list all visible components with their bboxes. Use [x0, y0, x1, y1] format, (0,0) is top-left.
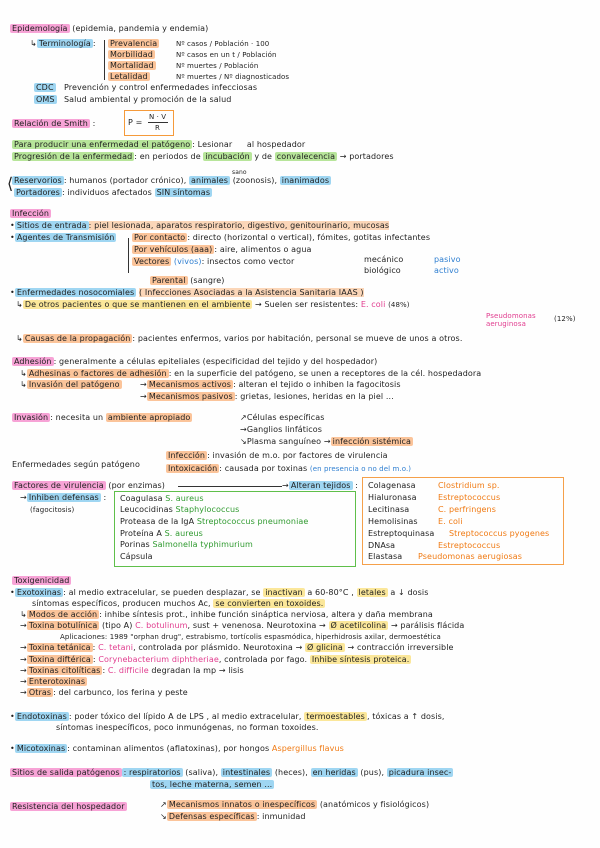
sitios-salida-more: tos, leche materna, semen ...	[152, 780, 273, 789]
adhesion-text: : generalmente a células epiteliales (especificidad del tejido y del hospedador)	[53, 357, 378, 366]
parental-label: Parental	[152, 276, 186, 285]
alteran-tejidos: Alteran tejidos	[290, 481, 351, 490]
section-title: Toxigenicidad	[14, 576, 70, 585]
sano-note: sano	[232, 169, 247, 176]
causas-label: Causas de la propagación	[24, 334, 131, 343]
enzyme-name: DNAsa	[368, 541, 396, 550]
adhesinas-label: Adhesinas o factores de adhesión	[28, 369, 167, 378]
botulinica-line: → Toxina botulínica (tipo A) C. botulinum, sust + venenosa. Neurotoxina → Ø acetilcolina → parálisis flácida	[20, 621, 465, 630]
convalecencia: convalecencia	[276, 152, 336, 161]
patogeno-line	[12, 140, 305, 150]
intoxicacion-label: Intoxicación	[168, 464, 218, 473]
progresion-line	[12, 152, 394, 162]
paralisis: → parálisis flácida	[390, 621, 465, 630]
toxigenicidad-heading	[12, 576, 71, 586]
infeccion-heading	[10, 209, 51, 219]
term-definition: Nº muertes / Población	[176, 62, 259, 70]
reservorios-humanos: : humanos	[63, 176, 107, 185]
formula-denominator: R	[155, 124, 160, 132]
enzyme-row	[368, 517, 418, 527]
organism: Pseudomonas aerugiosas	[418, 552, 523, 561]
enzyme-name: Colagenasa	[368, 481, 416, 490]
enzyme-name: Elastasa	[368, 552, 403, 561]
enzyme-name: Porinas	[120, 540, 150, 549]
enzyme-name: Lecitinasa	[368, 505, 410, 514]
incubacion: incubación	[205, 152, 250, 161]
activos-line: → Mecanismos activos : alteran el tejido o inhiben la fagocitosis	[140, 380, 401, 389]
respiratorios: : respiratorios	[123, 768, 181, 777]
segun-patogeno-label: Enfermedades según patógeno	[12, 460, 140, 469]
dosis: a ↓ dosis	[390, 588, 429, 597]
intox-def-line	[166, 464, 411, 474]
term-row	[108, 61, 259, 71]
reservorios-zoonosis: (zoonosis),	[232, 176, 278, 185]
organism: C. perfringens	[438, 505, 496, 514]
infeccion-sistemica: infección sistémica	[332, 437, 412, 446]
pus: (pus),	[360, 768, 385, 777]
smith-formula-box	[124, 110, 174, 136]
inhiben-defensas: Inhiben defensas	[28, 493, 99, 502]
adhesion-label: Adhesión	[14, 357, 52, 366]
enzyme-name: Coagulasa	[120, 494, 163, 503]
enzyme-name: Hemolisinas	[368, 517, 418, 526]
alteran-tejidos-box	[362, 477, 564, 565]
adhesinas-text: : en la superficie del patógeno, se unen a receptores de la cél. hospedadora	[168, 369, 482, 378]
enzyme-name: Hialuronasa	[368, 493, 417, 502]
virulencia-label: Factores de virulencia	[14, 481, 104, 490]
contacto-line	[132, 233, 430, 243]
epidemiologia-heading	[10, 24, 208, 34]
endotoxinas-text: : poder tóxico del lípido A de LPS , al medio extracelular,	[68, 712, 302, 721]
nosocomiales-line: • Enfermedades nosocomiales ( Infecciones Asociadas a la Asistencia Sanitaria IAAS )	[10, 288, 364, 297]
progresion-label: Progresión de la enfermedad	[14, 152, 133, 161]
alteran-line: → Alteran tejidos :	[282, 481, 358, 490]
formula-numerator: N · V	[149, 113, 167, 121]
endotoxinas-dosis: , tóxicas a ↑ dosis,	[366, 712, 445, 721]
temperatura: a 60-80°C ,	[307, 588, 354, 597]
letales: letales	[358, 588, 386, 597]
otras-text: : del carbunco, los ferina y peste	[53, 688, 188, 697]
biologico-line	[364, 266, 459, 276]
inhiben-defensas-box	[114, 491, 356, 567]
nosocomiales-paren: ( Infecciones Asociadas a la Asistencia Sanitaria IAAS )	[138, 288, 364, 297]
picadura: picadura insec-	[388, 768, 452, 777]
glicina: Ø glicina	[307, 643, 343, 652]
connector: y de	[254, 152, 273, 161]
enzyme-row	[120, 529, 203, 539]
inhibe-sintesis: Inhibe síntesis proteica.	[311, 655, 410, 664]
enzyme-row	[120, 540, 253, 550]
enzyme-name: Proteasa de la IgA	[120, 517, 195, 526]
smith-row: Relación de Smith :	[14, 119, 96, 128]
innatos-line: ↗ Mecanismos innatos o inespecíficos (anatómicos y fisiológicos)	[160, 800, 430, 809]
pasivos-text: : grietas, lesiones, heridas en la piel ...	[234, 392, 394, 401]
exotoxinas-text: : al medio extracelular, se pueden desplazar, se	[63, 588, 261, 597]
celulas-especificas: Células específicas	[246, 413, 325, 422]
aflatoxinas: (aflatoxinas), por hongos	[166, 744, 270, 753]
virulencia-arrow	[178, 486, 282, 487]
tetanica-text: , controlada por plásmido. Neurotoxina →	[133, 643, 303, 652]
reservorios-label: Reservorios	[14, 176, 62, 185]
saliva: (saliva),	[185, 768, 219, 777]
parental-line	[150, 276, 225, 286]
citoliticas-label: Toxinas citolíticas	[28, 666, 101, 675]
plasma-line: ↘Plasma sanguíneo → infección sistémica	[240, 437, 412, 446]
heridas: en heridas	[312, 768, 356, 777]
infeccion-label: Infección	[168, 451, 206, 460]
agentes-bracket	[128, 238, 129, 273]
micotoxinas-line: • Micotoxinas : contaminan alimentos (aflatoxinas), por hongos Aspergillus flavus	[10, 744, 344, 753]
endotoxinas-label: Endotoxinas	[16, 712, 67, 721]
parental-text: (sangre)	[190, 276, 225, 285]
enzyme-row	[368, 493, 417, 503]
enzyme-row	[120, 552, 153, 562]
organism: Streptococcus pneumoniae	[196, 517, 309, 526]
pasivos-line: → Mecanismos pasivos : grietas, lesiones, heridas en la piel ...	[140, 392, 394, 401]
reservorios-inanimados: inanimados	[281, 176, 330, 185]
tetanica-line: → Toxina tetánica : C. tetani, controlada por plásmido. Neurotoxina → Ø glicina → contracción irreversible	[20, 643, 454, 652]
causas-line: ↳ Causas de la propagación : pacientes enfermos, varios por habitación, personal se mueve de unos a otros.	[16, 334, 463, 343]
sitios-salida-line	[10, 768, 453, 778]
enzyme-name: Leucocidinas	[120, 505, 173, 514]
organism: S. aureus	[165, 494, 204, 503]
modos-line: ↳ Modos de acción : inhibe síntesis prot., inhibe función sináptica nerviosa, altera y daña membrana	[20, 610, 433, 619]
smith-label: Relación de Smith	[14, 119, 88, 128]
tetanica-label: Toxina tetánica	[28, 643, 91, 652]
enterotoxinas-label: Enterotoxinas	[28, 677, 86, 686]
enzyme-row	[368, 529, 434, 539]
fagocitosis-note: (fagocitosis)	[30, 506, 75, 514]
modos-label: Modos de acción	[28, 610, 98, 619]
micotoxinas-label: Micotoxinas	[16, 744, 66, 753]
intestinales: intestinales	[222, 768, 271, 777]
enzyme-name: Proteína A	[120, 529, 162, 538]
sitios-entrada-line: • Sitios de entrada : piel lesionada, aparatos respiratorio, digestivo, genitourinario, mucosas	[10, 221, 390, 230]
difterica-line: → Toxina diftérica : Corynebacterium diphtheriae, controlada por fago. Inhibe síntesis proteica.	[20, 655, 410, 664]
vehiculos-line	[132, 245, 312, 255]
organism: Estreptococcus	[438, 493, 501, 502]
citoliticas-text: degradan la mp → lisis	[151, 666, 244, 675]
patogeno-lesionar: : Lesionar	[192, 140, 233, 149]
exotoxinas-line: • Exotoxinas : al medio extracelular, se pueden desplazar, se inactivan a 60-80°C , letales a ↓ dosis	[10, 588, 429, 597]
vehiculos-label: Por vehículos (aaa)	[134, 245, 213, 254]
organism: Salmonella typhimurium	[152, 540, 253, 549]
sitios-salida-line2	[150, 780, 274, 790]
terms-bracket	[104, 40, 105, 80]
cdc-label: CDC	[36, 83, 54, 92]
organism: Estreptococcus	[438, 541, 501, 550]
organism: Staphylococcus	[175, 505, 240, 514]
section-title: Infección	[12, 209, 50, 218]
portadores-line	[14, 188, 212, 198]
section-title: Epidemología	[12, 24, 68, 33]
ganglios-line: →Ganglios linfáticos	[240, 425, 323, 434]
sitios-entrada-label: Sitios de entrada	[16, 221, 87, 230]
enzyme-row	[368, 552, 402, 562]
c-botulinum: C. botulinum	[135, 621, 188, 630]
exotoxinas-line2	[32, 599, 325, 609]
otras-line: → Otras : del carbunco, los ferina y peste	[20, 688, 188, 697]
enzyme-row	[368, 541, 395, 551]
invasion-text: : necesita un	[50, 413, 104, 422]
aplicaciones: Aplicaciones: 1989 "orphan drug", estrabismo, tortícolis espasmódica, hiperhidrosis axilar, dermoestética	[60, 633, 441, 641]
nosocomiales-label: Enfermedades nosocomiales	[16, 288, 135, 297]
oms-row	[34, 95, 232, 105]
contacto-text: : directo (horizontal o vertical), fómites, gotitas infectantes	[187, 233, 431, 242]
aspergillus: Aspergillus flavus	[271, 744, 344, 753]
terminologia-row: ↳ Terminología :	[30, 39, 96, 48]
organism: E. coli	[438, 517, 463, 526]
term-name: Prevalencia	[110, 39, 158, 48]
biologico-label: biológico	[364, 266, 401, 275]
term-name: Letalidad	[110, 72, 148, 81]
oms-text: Salud ambiental y promoción de la salud	[64, 95, 232, 104]
oms-label: OMS	[36, 95, 55, 104]
inhiben-line: → Inhiben defensas :	[20, 493, 107, 502]
agentes-label: Agentes de Transmisión	[16, 233, 115, 242]
term-definition: Nº casos / Población · 100	[176, 40, 270, 48]
organism: S. aureus	[164, 529, 203, 538]
resistencia-line	[10, 802, 127, 812]
micotoxinas-text: : contaminan alimentos	[67, 744, 165, 753]
patogeno-label: Para producir una enfermedad el patógeno	[14, 140, 191, 149]
plasma-sanguineo: Plasma sanguíneo	[246, 437, 322, 446]
mecanico-label: mecánico	[364, 255, 404, 264]
enzyme-row	[120, 517, 308, 527]
especificas-line: ↘ Defensas específicas : inmunidad	[160, 812, 306, 821]
contraccion: → contracción irreversible	[347, 643, 454, 652]
reservorios-animales: animales	[191, 176, 229, 185]
ganglios-linfaticos: Ganglios linfáticos	[246, 425, 323, 434]
ambiente-apropiado: ambiente apropiado	[107, 413, 191, 422]
botulinica-label: Toxina botulínica	[28, 621, 98, 630]
reservorios-line: ⟨ Reservorios : humanos (portador crónico), animales (zoonosis), inanimados	[7, 174, 330, 193]
cdc-text: Prevención y control enfermedades infecciosas	[64, 83, 258, 92]
c-difficile: C. difficile	[107, 666, 149, 675]
citoliticas-line: → Toxinas citolíticas : C. difficile degradan la mp → lisis	[20, 666, 244, 675]
progresion-text: : en periodos de	[134, 152, 201, 161]
adhesion-line	[12, 357, 377, 367]
patogeno-hospedador: al hospedador	[246, 140, 306, 149]
activos-label: Mecanismos activos	[148, 380, 232, 389]
c-tetani: C. tetani	[98, 643, 134, 652]
difterica-text: , controlada por fago.	[218, 655, 308, 664]
pseudomonas: Pseudomonas aeruginosa	[486, 312, 536, 328]
term-definition: Nº casos en un t / Población	[176, 51, 277, 59]
term-name: Morbilidad	[110, 50, 153, 59]
endotoxinas-line: • Endotoxinas : poder tóxico del lípido A de LPS , al medio extracelular, termoestables , tóxicas a ↑ dosis,	[10, 712, 445, 721]
virulencia-line	[12, 481, 165, 491]
enzyme-row	[120, 505, 239, 515]
reservorios-portador: (portador crónico),	[109, 176, 187, 185]
pseudomonas-pct: (12%)	[554, 315, 576, 323]
pasivos-label: Mecanismos pasivos	[148, 392, 233, 401]
portadores-arrow: → portadores	[339, 152, 394, 161]
portadores-text: : individuos afectados	[61, 188, 152, 197]
cdc-row	[34, 83, 258, 93]
botulinica-tipo: (tipo A)	[102, 621, 133, 630]
vehiculos-text: : aire, alimentos o agua	[214, 245, 312, 254]
invasion-patogeno-label: Invasión del patógeno	[28, 380, 120, 389]
sin-sintomas: SIN síntomas	[156, 188, 211, 197]
pasivo-label: pasivo	[434, 255, 461, 264]
innatos-paren: (anatómicos y fisiológicos)	[319, 800, 430, 809]
vectores-line	[132, 257, 294, 267]
exotoxinas-text2: síntomas específicos, producen muchos Ac,	[32, 599, 211, 608]
sitios-salida-label: Sitios de salida patógenos	[12, 768, 120, 777]
enterotoxinas-line: → Enterotoxinas	[20, 677, 86, 686]
mecanico-line	[364, 255, 461, 265]
otras-label: Otras	[28, 688, 52, 697]
endotoxinas-line2: síntomas inespecíficos, poco inmunógenas, no forman toxoides.	[56, 723, 319, 732]
activos-text: : alteran el tejido o inhiben la fagocitosis	[233, 380, 401, 389]
intoxicacion-note: (en presencia o no del m.o.)	[309, 465, 412, 473]
vectores-text: : insectos como vector	[201, 257, 295, 266]
termoestables: termoestables	[306, 712, 365, 721]
enzyme-row	[368, 481, 416, 491]
activo-label: activo	[434, 266, 459, 275]
c-diphtheriae: Corynebacterium diphtheriae	[98, 655, 219, 664]
infeccion-def: : invasión de m.o. por factores de virulencia	[207, 451, 388, 460]
term-row	[108, 50, 277, 60]
formula-p: P =	[128, 118, 143, 127]
infeccion-def-line	[166, 451, 388, 461]
inmunidad: : inmunidad	[256, 812, 306, 821]
intoxicacion-def: : causada por toxinas	[219, 464, 308, 473]
invasion-label: Invasión	[14, 413, 49, 422]
sitios-entrada-text: : piel lesionada, aparatos respiratorio, digestivo, genitourinario, mucosas	[88, 221, 390, 230]
adhesinas-line: ↳ Adhesinas o factores de adhesión : en la superficie del patógeno, se unen a receptores de la cél. hospedadora	[20, 369, 482, 378]
enzyme-name: Estreptoquinasa	[368, 529, 435, 538]
invasion-line	[12, 413, 192, 423]
term-definition: Nº muertes / Nº diagnosticados	[176, 73, 290, 81]
nosocomiales-sub: ↳ De otros pacientes o que se mantienen en el ambiente → Suelen ser resistentes: E. coli (48%)	[16, 300, 410, 309]
vectores-paren: (vivos)	[173, 257, 202, 266]
nosocomiales-origin: De otros pacientes o que se mantienen en el ambiente	[24, 300, 251, 309]
modos-text: : inhibe síntesis prot., inhibe función sináptica nerviosa, altera y daña membrana	[99, 610, 433, 619]
term-name: Mortalidad	[110, 61, 154, 70]
celulas-line: ↗Células específicas	[240, 413, 325, 422]
nosocomiales-resistentes: → Suelen ser resistentes:	[255, 300, 359, 309]
heces: (heces),	[274, 768, 308, 777]
toxoides: se convierten en toxoides.	[215, 599, 324, 608]
ecoli: E. coli	[360, 300, 386, 309]
acetilcolina: Ø acetilcolina	[330, 621, 387, 630]
difterica-label: Toxina diftérica	[28, 655, 91, 664]
enzyme-row	[368, 505, 409, 515]
contacto-label: Por contacto	[134, 233, 186, 242]
exotoxinas-label: Exotoxinas	[16, 588, 62, 597]
portadores-label: Portadores	[16, 188, 60, 197]
botulinica-text: , sust + venenosa. Neurotoxina →	[187, 621, 326, 630]
invasion-patogeno-line: ↳ Invasión del patógeno	[20, 380, 120, 389]
term-row	[108, 72, 290, 82]
inactivan: inactivan	[265, 588, 303, 597]
mecanismos-innatos: Mecanismos innatos o inespecíficos	[168, 800, 316, 809]
organism: Streptococcus pyogenes	[449, 529, 550, 538]
resistencia-label: Resistencia del hospedador	[12, 802, 125, 811]
enzyme-name: Cápsula	[120, 552, 153, 561]
organism: Clostridium sp.	[438, 481, 500, 490]
terminologia-label: Terminología	[38, 39, 91, 48]
plasma-arrow: →	[323, 437, 331, 446]
enzyme-row	[120, 494, 204, 504]
defensas-especificas: Defensas específicas	[168, 812, 255, 821]
term-row	[108, 39, 270, 49]
ecoli-pct: (48%)	[388, 301, 410, 309]
causas-text: : pacientes enfermos, varios por habitación, personal se mueve de unos a otros.	[132, 334, 463, 343]
agentes-line: • Agentes de Transmisión	[10, 233, 115, 242]
vectores-label: Vectores	[134, 257, 170, 266]
virulencia-paren: (por enzimas)	[108, 481, 166, 490]
section-subtitle: (epidemia, pandemia y endemia)	[72, 24, 209, 33]
